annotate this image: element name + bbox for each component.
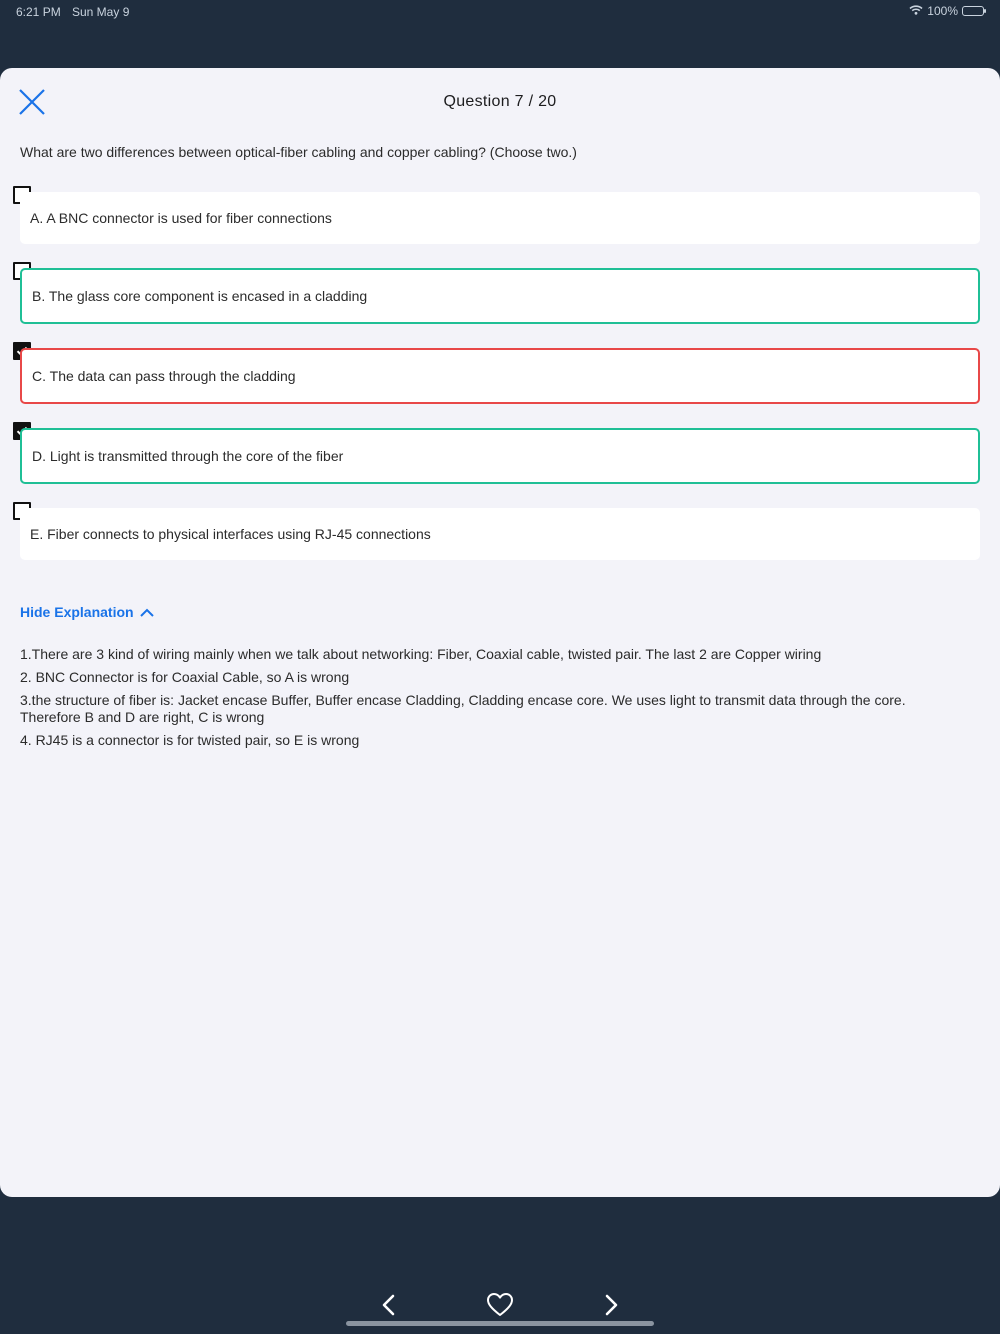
hide-explanation-button[interactable] [20, 604, 154, 620]
home-indicator[interactable] [346, 1321, 654, 1326]
explanation-line: 2. BNC Connector is for Coaxial Cable, so A is wrong [20, 669, 350, 685]
chevron-up-icon [140, 608, 154, 617]
battery-percent: 100% [927, 4, 958, 18]
chevron-right-icon[interactable] [596, 1290, 626, 1320]
option-a-label: A. A BNC connector is used for fiber connections [30, 210, 332, 226]
option-a-card[interactable] [20, 192, 980, 244]
wifi-icon [909, 4, 923, 18]
status-bar [0, 0, 1000, 24]
option-b [0, 262, 1000, 342]
option-b-card[interactable] [20, 268, 980, 324]
option-a [0, 184, 1000, 264]
status-time: 6:21 PM [16, 5, 61, 19]
option-e-card[interactable] [20, 508, 980, 560]
question-text: What are two differences between optical-fiber cabling and copper cabling? (Choose two.) [20, 144, 577, 160]
option-e-label: E. Fiber connects to physical interfaces using RJ-45 connections [30, 526, 431, 542]
option-d-card[interactable] [20, 428, 980, 484]
bottom-nav [0, 1284, 1000, 1324]
status-date: Sun May 9 [72, 5, 130, 19]
battery-icon [962, 6, 984, 16]
option-e [0, 502, 1000, 582]
option-d [0, 422, 1000, 502]
option-c-label: C. The data can pass through the cladding [32, 368, 296, 384]
chevron-left-icon[interactable] [374, 1290, 404, 1320]
explanation-line: 4. RJ45 is a connector is for twisted pair, so E is wrong [20, 732, 360, 748]
explanation-text [20, 646, 960, 755]
status-right [909, 4, 984, 18]
explanation-line: 3.the structure of fiber is: Jacket encase Buffer, Buffer encase Cladding, Cladding encase core. We uses light to transmit data through the core. Therefore B and D are right, C is wrong [20, 692, 906, 725]
page-title: Question 7 / 20 [443, 93, 557, 110]
option-c [0, 342, 1000, 422]
heart-icon[interactable] [485, 1290, 515, 1320]
option-c-card[interactable] [20, 348, 980, 404]
hide-explanation-label: Hide Explanation [20, 604, 134, 620]
question-sheet [0, 68, 1000, 1197]
option-b-label: B. The glass core component is encased in a cladding [32, 288, 368, 304]
explanation-line: 1.There are 3 kind of wiring mainly when we talk about networking: Fiber, Coaxial cable, twisted pair. The last 2 are Copper wiring [20, 646, 822, 662]
option-d-label: D. Light is transmitted through the core of the fiber [32, 448, 344, 464]
